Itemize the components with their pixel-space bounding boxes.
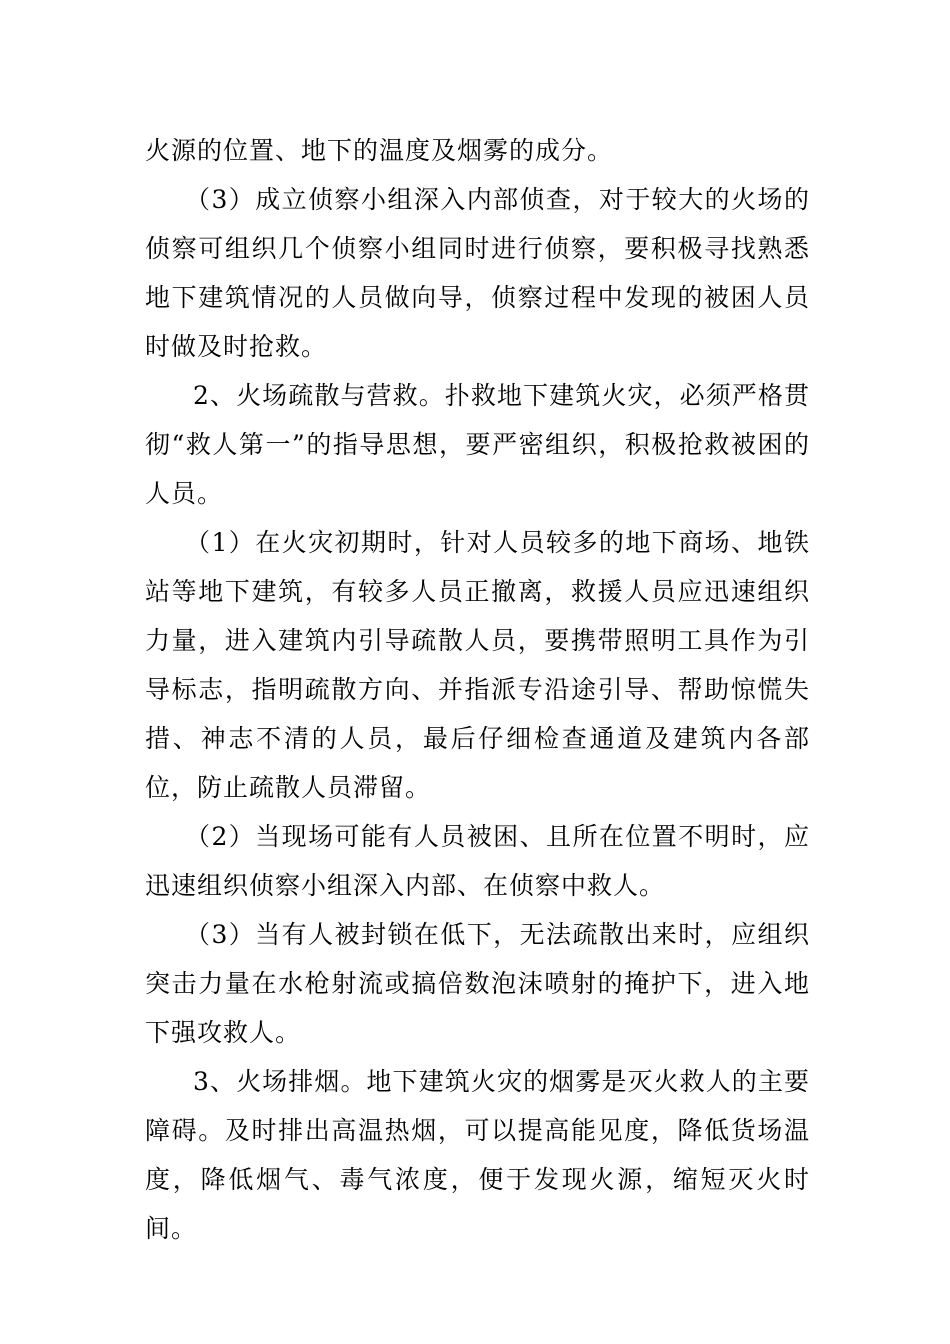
paragraph-trapped-unknown-location: （2）当现场可能有人员被困、且所在位置不明时，应迅速组织侦察小组深入内部、在侦察中救人。 bbox=[145, 822, 810, 900]
paragraph-assault-rescue: （3）当有人被封锁在低下，无法疏散出来时，应组织突击力量在水枪射流或搞倍数泡沫喷射的掩护下，进入地下强攻救人。 bbox=[145, 920, 810, 1047]
paragraph-early-fire-evacuation: （1）在火灾初期时，针对人员较多的地下商场、地铁站等地下建筑，有较多人员正撤离，救援人员应迅速组织力量，进入建筑内引导疏散人员，要携带照明工具作为引导标志，指明疏散方向、并指派专沿途引导、帮助惊慌失措、神志不清的人员，最后仔细检查通道及建筑内各部位，防止疏散人员滞留。 bbox=[145, 528, 810, 802]
paragraph-evacuation-rescue: 2、火场疏散与营救。扑救地下建筑火灾，必须严格贯彻“救人第一”的指导思想，要严密组织，积极抢救被困的人员。 bbox=[145, 381, 810, 508]
paragraph-recon-team: （3）成立侦察小组深入内部侦查，对于较大的火场的侦察可组织几个侦察小组同时进行侦察，要积极寻找熟悉地下建筑情况的人员做向导，侦察过程中发现的被困人员时做及时抢救。 bbox=[145, 185, 810, 361]
paragraph-smoke-exhaust: 3、火场排烟。地下建筑火灾的烟雾是灭火救人的主要障碍。及时排出高温热烟，可以提高能见度，降低货场温度，降低烟气、毒气浓度，便于发现火源，缩短灭火时间。 bbox=[145, 1067, 810, 1243]
document-body bbox=[145, 126, 810, 1253]
paragraph-continuation: 火源的位置、地下的温度及烟雾的成分。 bbox=[145, 136, 614, 165]
